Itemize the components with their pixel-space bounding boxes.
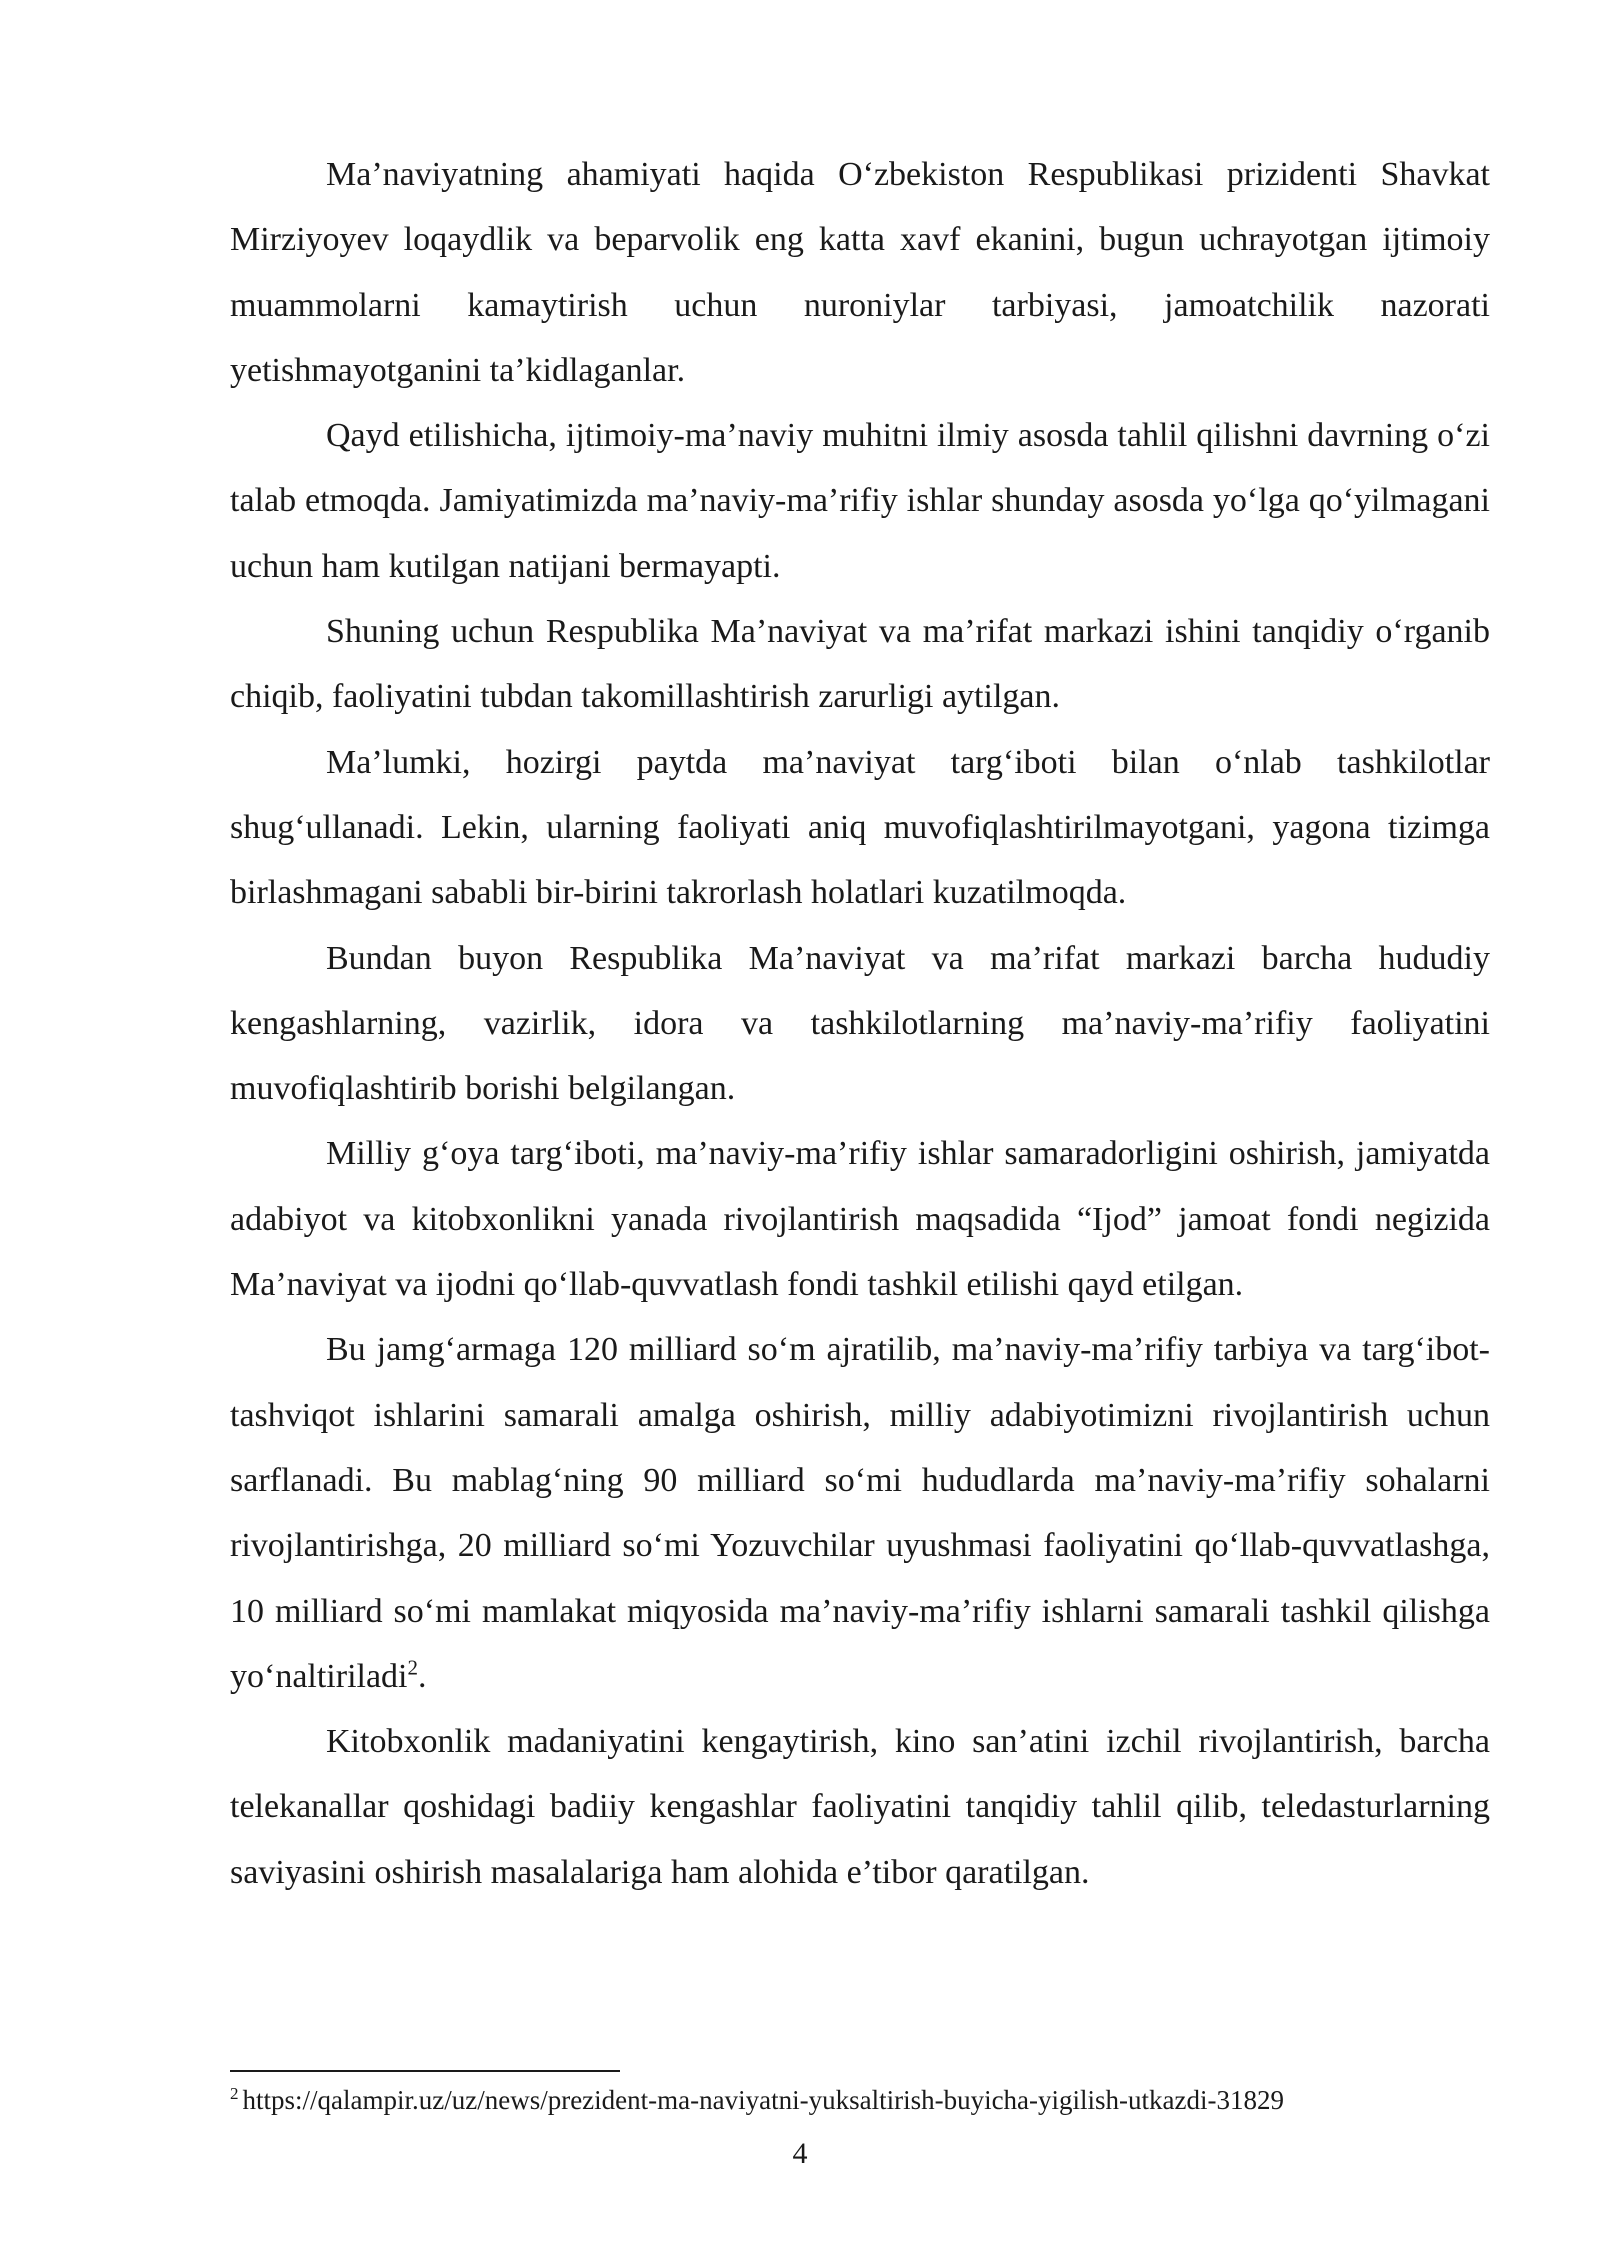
paragraph-7-end: . [418,1657,427,1695]
paragraph-6: Milliy g‘oya targ‘iboti, ma’naviy-ma’rifiy ishlar samaradorligini oshirish, jamiyatda adabiyot va kitobxonlikni yanada rivojlantirish maqsadida “Ijod” jamoat fondi negizida Ma’naviyat va ijodni qo‘llab-quvvatlash fondi tashkil etilishi qayd etilgan. [230,1135,1490,1304]
paragraph-2: Qayd etilishicha, ijtimoiy-ma’naviy muhitni ilmiy asosda tahlil qilishni davrning o‘zi talab etmoqda. Jamiyatimizda ma’naviy-ma’rifiy ishlar shunday asosda yo‘lga qo‘yilmagani uchun ham kutilgan natijani bermayapti. [230,417,1490,585]
footnote-separator [230,2070,620,2072]
paragraph-8: Kitobxonlik madaniyatini kengaytirish, kino san’atini izchil rivojlantirish, barcha telekanallar qoshidagi badiiy kengashlar faoliyatini tanqidiy tahlil qilib, teledasturlarning saviyasini oshirish masalalariga ham alohida e’tibor qaratilgan. [230,1723,1490,1891]
paragraph-1: Ma’naviyatning ahamiyati haqida O‘zbekiston Respublikasi prizidenti Shavkat Mirziyoyev loqaydlik va beparvolik eng katta xavf ekanini, bugun uchrayotgan ijtimoiy muammolarni kamaytirish uchun nuroniylar tarbiyasi, jamoatchilik nazorati yetishmayotganini ta’kidlaganlar. [230,156,1490,389]
paragraph-7 [230,1317,1490,1709]
paragraph-5: Bundan buyon Respublika Ma’naviyat va ma’rifat markazi barcha hududiy kengashlarning, vazirlik, idora va tashkilotlarning ma’naviy-ma’rifiy faoliyatini muvofiqlashtirib borishi belgilangan. [230,939,1490,1108]
footnote-reference[interactable]: 2 [407,1655,419,1680]
paragraph-4: Ma’lumki, hozirgi paytda ma’naviyat targ‘iboti bilan o‘nlab tashkilotlar shug‘ullanadi. Lekin, ularning faoliyati aniq muvofiqlashtirilmayotgani, yagona tizimga birlashmagani sababli bir-birini takrorlash holatlari kuzatilmoqda. [230,743,1490,912]
body-text [230,142,1490,1905]
footnote-number: 2 [230,2084,239,2103]
paragraph-3: Shuning uchun Respublika Ma’naviyat va ma’rifat markazi ishini tanqidiy o‘rganib chiqib, faoliyatini tubdan takomillashtirish zarurligi aytilgan. [230,613,1490,716]
page-number: 4 [792,2137,808,2170]
footnote-link[interactable]: https://qalampir.uz/uz/news/prezident-ma-naviyatni-yuksaltirish-buyicha-yigilish-utkazdi-31829 [242,2085,1284,2115]
paragraph-7-text: Bu jamg‘armaga 120 milliard so‘m ajratilib, ma’naviy-ma’rifiy tarbiya va targ‘ibot-tashviqot ishlarini samarali amalga oshirish, milliy adabiyotimizni rivojlantirish uchun sarflanadi. Bu mablag‘ning 90 milliard so‘mi hududlarda ma’naviy-ma’rifiy sohalarni rivojlantirishga, 20 milliard so‘mi Yozuvchilar uyushmasi faoliyatini qo‘llab-quvvatlashga, 10 milliard so‘mi mamlakat miqyosida ma’naviy-ma’rifiy ishlarni samarali tashkil qilishga yo‘naltiriladi [230,1331,1490,1695]
footnote [230,2082,1490,2118]
